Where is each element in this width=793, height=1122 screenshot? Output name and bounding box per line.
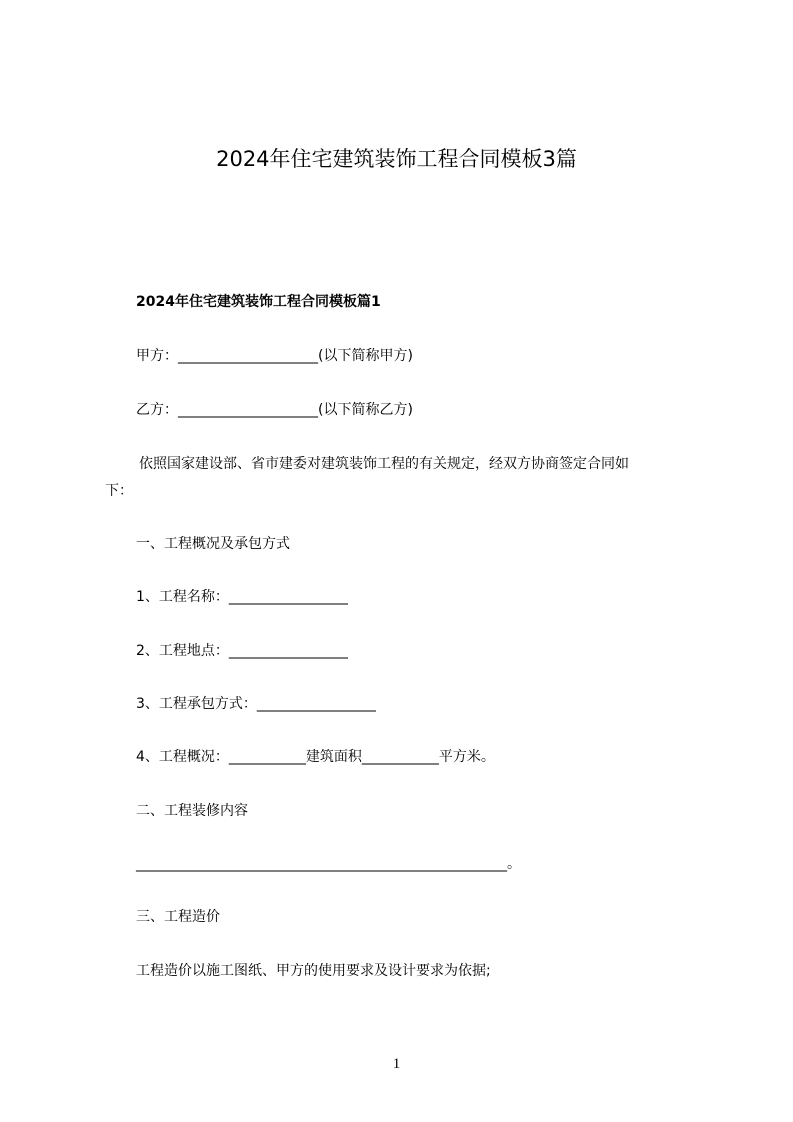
party-b-line: 乙方：____________________(以下简称乙方) bbox=[136, 402, 413, 418]
item-project-name: 1、工程名称：_________________ bbox=[136, 589, 348, 605]
section-title: 2024年住宅建筑装饰工程合同模板篇1 bbox=[136, 294, 381, 310]
heading-decoration-content: 二、工程装修内容 bbox=[136, 803, 248, 819]
item-contract-method: 3、工程承包方式：_________________ bbox=[136, 696, 376, 712]
party-a-line: 甲方：____________________(以下简称甲方) bbox=[136, 348, 413, 364]
intro-paragraph-line1: 依照国家建设部、省市建委对建筑装饰工程的有关规定，经双方协商签定合同如 bbox=[139, 456, 629, 472]
document-title: 2024年住宅建筑装饰工程合同模板3篇 bbox=[216, 147, 577, 171]
page-number: 1 bbox=[392, 1056, 401, 1072]
heading-project-overview: 一、工程概况及承包方式 bbox=[136, 536, 290, 552]
decoration-content-blank: _____________________________________________________。 bbox=[136, 856, 521, 872]
project-cost-text: 工程造价以施工图纸、甲方的使用要求及设计要求为依据; bbox=[136, 963, 491, 979]
heading-project-cost: 三、工程造价 bbox=[136, 909, 220, 925]
item-project-overview: 4、工程概况：___________建筑面积___________平方米。 bbox=[136, 749, 495, 765]
item-project-location: 2、工程地点：_________________ bbox=[136, 643, 348, 659]
intro-paragraph-line2: 下： bbox=[105, 483, 133, 499]
